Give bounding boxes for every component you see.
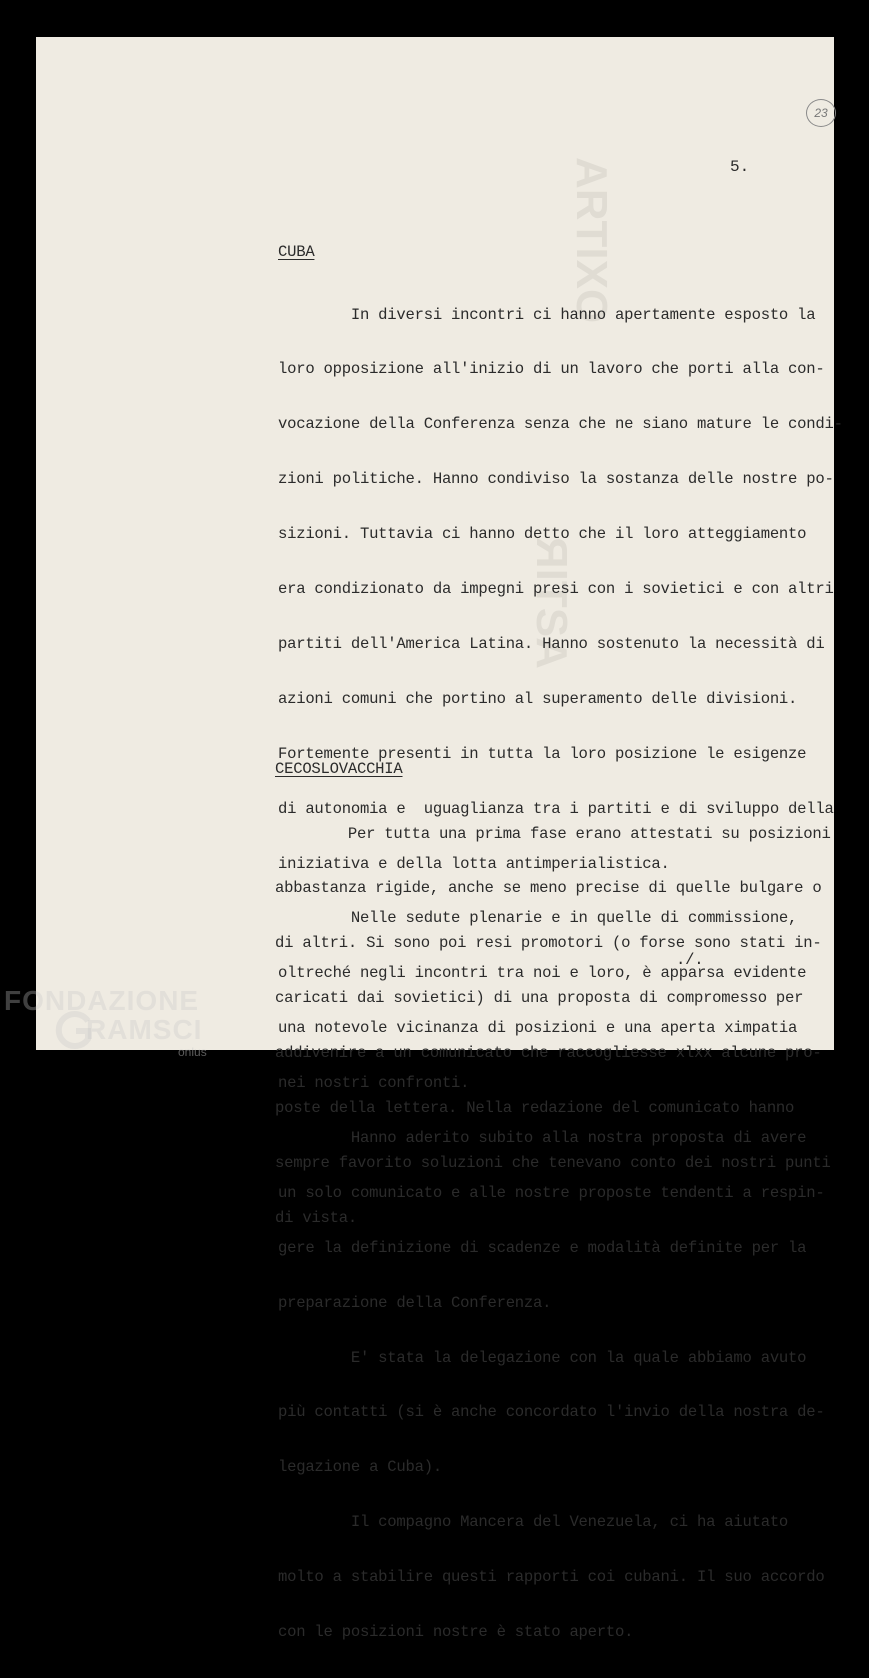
section-heading-cuba: CUBA	[278, 243, 315, 261]
text-line: loro opposizione all'inizio di un lavoro che porti alla con-	[278, 360, 825, 379]
text-line: molto a stabilire questi rapporti coi cubani. Il suo accordo	[278, 1568, 825, 1587]
watermark-line-3: onlus	[178, 1045, 207, 1059]
foundation-watermark	[4, 985, 234, 1070]
text-line: nei nostri confronti.	[278, 1074, 470, 1093]
text-line: sempre favorito soluzioni che tenevano conto dei nostri punti	[275, 1153, 831, 1172]
text-line: di autonomia e uguaglianza tra i partiti e di sviluppo della	[278, 799, 834, 818]
text-line: oltreché negli incontri tra noi e loro, è apparsa evidente	[278, 964, 807, 983]
text-line: un solo comunicato e alle nostre proposte tendenti a respin-	[278, 1183, 825, 1202]
section-body-cecoslovacchia	[275, 788, 831, 1264]
text-line: più contatti (si è anche concordato l'invio della nostra de-	[278, 1403, 825, 1422]
text-line: con le posizioni nostre è stato aperto.	[278, 1622, 634, 1641]
text-line: legazione a Cuba).	[278, 1458, 442, 1477]
text-line: iniziativa e della lotta antimperialistica.	[278, 854, 670, 873]
text-line: E' stata la delegazione con la quale abbiamo avuto	[278, 1348, 807, 1367]
text-line: sizioni. Tuttavia ci hanno detto che il loro atteggiamento	[278, 525, 807, 544]
text-line: caricati dai sovietici) di una proposta di compromesso per	[275, 989, 804, 1008]
text-line: Hanno aderito subito alla nostra proposta di avere	[278, 1128, 807, 1147]
text-line: Fortemente presenti in tutta la loro posizione le esigenze	[278, 744, 807, 763]
text-line: preparazione della Conferenza.	[278, 1293, 552, 1312]
watermark-line-2: RAMSCI	[86, 1014, 203, 1045]
text-line: Nelle sedute plenarie e in quelle di commissione,	[278, 909, 798, 928]
section-heading-cecoslovacchia: CECOSLOVACCHIA	[275, 760, 403, 778]
text-line: una notevole vicinanza di posizioni e una aperta ximpatia	[278, 1019, 798, 1038]
text-line: di altri. Si sono poi resi promotori (o forse sono stati in-	[275, 934, 822, 953]
text-line: poste della lettera. Nella redazione del comunicato hanno	[275, 1099, 795, 1118]
text-line: era condizionato da impegni presi con i sovietici e con altri	[278, 580, 834, 599]
text-line: addivenire a un comunicato che raccogliesse xlxx alcune pro-	[275, 1044, 822, 1063]
text-line: In diversi incontri ci hanno apertamente esposto la	[278, 305, 816, 324]
text-line: azioni comuni che portino al superamento delle divisioni.	[278, 689, 798, 708]
text-line: Il compagno Mancera del Venezuela, ci ha aiutato	[278, 1513, 789, 1532]
watermark-line-1: FONDAZIONE	[4, 985, 200, 1016]
continuation-mark: ./.	[676, 951, 704, 969]
bleed-through-text: ARTIXO ЯITSA	[527, 157, 616, 669]
text-line: gere la definizione di scadenze e modalità definite per la	[278, 1238, 807, 1257]
text-line: zioni politiche. Hanno condiviso la sostanza delle nostre po-	[278, 470, 834, 489]
text-line: Per tutta una prima fase erano attestati su posizioni	[275, 824, 831, 843]
archive-stamp: 23	[806, 99, 836, 127]
text-line: partiti dell'America Latina. Hanno sostenuto la necessità di	[278, 634, 825, 653]
text-line: di vista.	[275, 1208, 357, 1227]
text-line: vocazione della Conferenza senza che ne siano mature le condi-	[278, 415, 843, 434]
page-number: 5.	[730, 158, 750, 176]
text-line: abbastanza rigide, anche se meno precise di quelle bulgare o	[275, 879, 822, 898]
